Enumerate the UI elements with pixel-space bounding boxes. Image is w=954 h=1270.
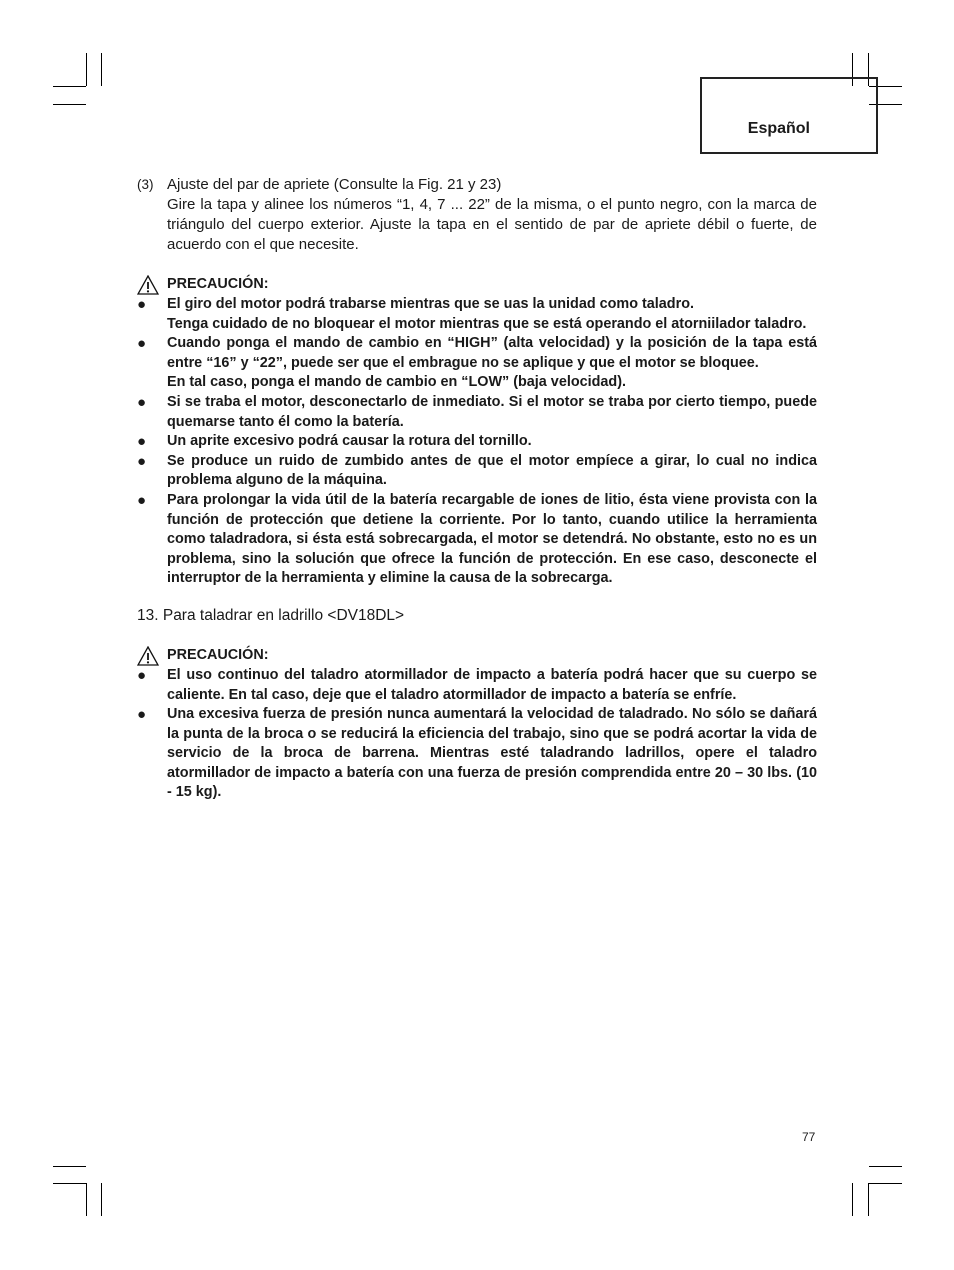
list-item <box>137 393 817 432</box>
bullet-text: Tenga cuidado de no bloquear el motor mientras que se está operando el atorniilador taladro. <box>167 315 807 332</box>
list-item <box>137 705 817 803</box>
crop-mark <box>101 1183 102 1216</box>
item-body: Gire la tapa y alinee los números “1, 4, 7 ... 22” de la misma, o el punto negro, con la marca de triángulo del cuerpo exterior. Ajuste la tapa en el sentido de par de apriete débil o fuerte, de acuerdo con el que necesite. <box>167 196 817 253</box>
bullet-icon: ● <box>137 433 147 451</box>
section-heading-13: 13. Para taladrar en ladrillo <DV18DL> <box>137 606 405 624</box>
list-item <box>137 432 817 452</box>
numbered-item-3 <box>137 175 817 255</box>
bullet-icon: ● <box>137 666 147 684</box>
item-number: (3) <box>137 177 154 192</box>
crop-mark <box>101 53 102 86</box>
bullet-text: Se produce un ruido de zumbido antes de que el motor empíece a girar, lo cual no indica problema alguno de la máquina. <box>167 452 817 489</box>
list-item <box>137 666 817 705</box>
crop-mark <box>869 1183 902 1184</box>
crop-mark <box>53 1166 86 1167</box>
caution-heading: PRECAUCIÓN: <box>167 276 269 293</box>
bullet-icon: ● <box>137 491 147 509</box>
list-item <box>137 295 817 334</box>
bullet-text: Una excesiva fuerza de presión nunca aumentará la velocidad de taladrado. No sólo se dañará la punta de la broca o se reducirá la eficiencia del trabajo, sino que se podrá acortar la vida de servicio de la broca de barrena. Mientras esté taladrando ladrillos, opere el taladro atormillador de impacto a batería con una fuerza de presión comprendida entre 20 – 30 lbs. (10 - 15 kg). <box>167 706 817 801</box>
language-tab <box>700 77 878 154</box>
crop-mark <box>868 1183 869 1216</box>
bullet-text: Un aprite excesivo podrá causar la rotura del tornillo. <box>167 433 532 450</box>
page-content <box>137 175 817 803</box>
list-item <box>137 452 817 491</box>
list-item <box>137 491 817 589</box>
bullet-icon: ● <box>137 393 147 411</box>
language-label: Español <box>747 120 810 137</box>
crop-mark <box>86 53 87 86</box>
bullet-icon: ● <box>137 706 147 724</box>
bullet-icon: ● <box>137 452 147 470</box>
list-item <box>137 334 817 393</box>
page-number: 77 <box>802 1130 816 1144</box>
crop-mark <box>86 1183 87 1216</box>
caution-block-1 <box>137 275 817 589</box>
warning-triangle-icon <box>137 275 167 295</box>
crop-mark <box>53 1183 86 1184</box>
bullet-text: Si se traba el motor, desconectarlo de inmediato. Si el motor se traba por cierto tiempo, puede quemarse tanto él como la batería. <box>167 393 817 430</box>
bullet-text: El uso continuo del taladro atormillador de impacto a batería podrá hacer que su cuerpo se caliente. En tal caso, deje que el taladro atormillador de impacto a batería se enfríe. <box>167 666 817 703</box>
caution-block-2 <box>137 646 817 803</box>
bullet-text: El giro del motor podrá trabarse mientras que se uas la unidad como taladro. <box>167 296 694 312</box>
item-title: Ajuste del par de apriete (Consulte la Fig. 21 y 23) <box>167 176 502 193</box>
crop-mark <box>869 1166 902 1167</box>
caution-heading: PRECAUCIÓN: <box>167 647 269 664</box>
warning-triangle-icon <box>137 646 167 666</box>
bullet-icon: ● <box>137 296 147 313</box>
crop-mark <box>852 1183 853 1216</box>
bullet-text: Para prolongar la vida útil de la batería recargable de iones de litio, ésta viene provista con la función de protección que detiene la corriente. Por lo tanto, cuando utilice la herramienta como taladradora, si ésta está sobrecargada, el motor se detendrá. No obstante, esto no es un problema, sino la solución que ofrece la función de protección. En ese caso, desconecte el interruptor de la herramienta y elimine la causa de la sobrecarga. <box>167 491 817 587</box>
bullet-text: Cuando ponga el mando de cambio en “HIGH” (alta velocidad) y la posición de la tapa está entre “16” y “22”, puede ser que el embrague no se aplique y que el motor se bloquee. <box>167 335 817 371</box>
bullet-text: En tal caso, ponga el mando de cambio en “LOW” (baja velocidad). <box>167 374 626 391</box>
crop-mark <box>53 86 86 87</box>
crop-mark <box>53 104 86 105</box>
bullet-icon: ● <box>137 335 147 353</box>
